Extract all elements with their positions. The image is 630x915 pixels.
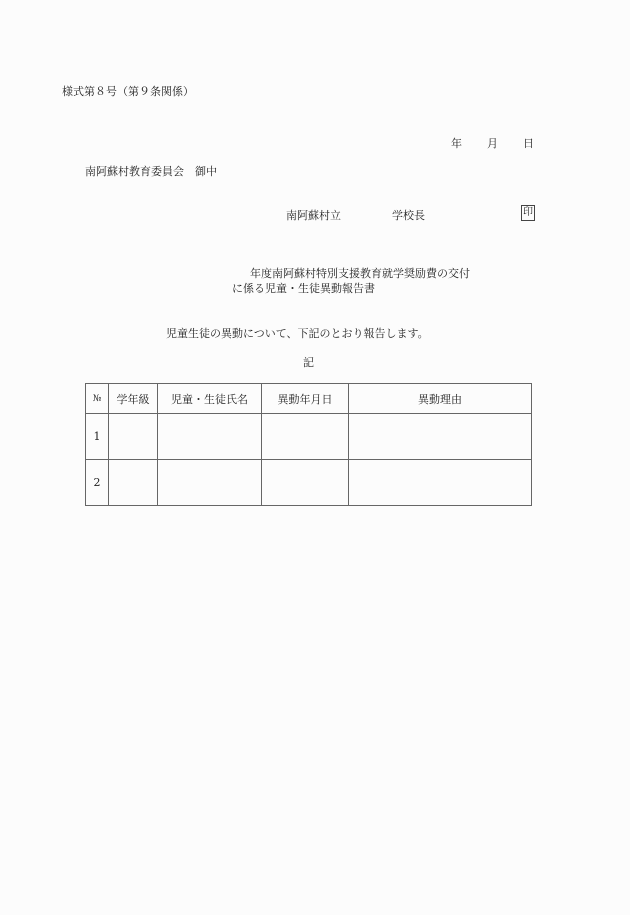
sender-school-prefix: 南阿蘇村立 bbox=[286, 209, 341, 222]
title-line-1: 年度南阿蘇村特別支援教育就学奨励費の交付 bbox=[250, 267, 470, 280]
ki-label: 記 bbox=[303, 356, 314, 369]
header-grade: 学年級 bbox=[109, 384, 158, 414]
header-transfer-date: 異動年月日 bbox=[262, 384, 349, 414]
date-day-label: 日 bbox=[523, 137, 534, 150]
header-no: № bbox=[86, 384, 109, 414]
header-transfer-reason: 異動理由 bbox=[349, 384, 532, 414]
cell-no: 1 bbox=[86, 414, 109, 460]
cell-grade[interactable] bbox=[109, 460, 158, 506]
date-month-label: 月 bbox=[487, 137, 498, 150]
addressee: 南阿蘇村教育委員会 御中 bbox=[85, 165, 217, 178]
transfer-report-table bbox=[85, 383, 532, 506]
cell-student-name[interactable] bbox=[158, 460, 262, 506]
table-row bbox=[86, 460, 532, 506]
cell-grade[interactable] bbox=[109, 414, 158, 460]
header-student-name: 児童・生徒氏名 bbox=[158, 384, 262, 414]
sender-title: 学校長 bbox=[392, 209, 425, 222]
cell-transfer-date[interactable] bbox=[262, 414, 349, 460]
body-text: 児童生徒の異動について、下記のとおり報告します。 bbox=[166, 327, 429, 340]
table-row bbox=[86, 414, 532, 460]
title-line-2: に係る児童・生徒異動報告書 bbox=[232, 282, 375, 295]
cell-transfer-reason[interactable] bbox=[349, 414, 532, 460]
table-header-row bbox=[86, 384, 532, 414]
seal-stamp-icon: 印 bbox=[521, 205, 535, 221]
cell-student-name[interactable] bbox=[158, 414, 262, 460]
cell-transfer-date[interactable] bbox=[262, 460, 349, 506]
form-number: 様式第８号（第９条関係） bbox=[62, 85, 194, 98]
cell-no: 2 bbox=[86, 460, 109, 506]
cell-transfer-reason[interactable] bbox=[349, 460, 532, 506]
date-year-label: 年 bbox=[451, 137, 462, 150]
